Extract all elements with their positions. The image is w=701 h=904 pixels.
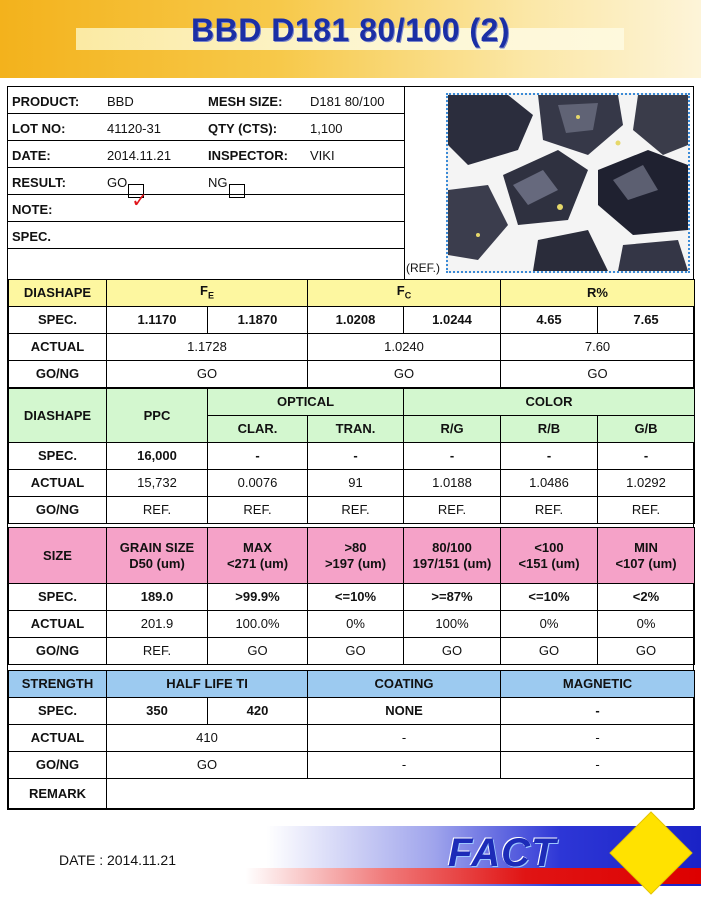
spec-label: SPEC. — [9, 698, 107, 725]
table-cell: <=10% — [308, 584, 404, 611]
table-cell: 1.1728 — [107, 334, 308, 361]
table-cell: GO — [308, 638, 404, 665]
table-row — [9, 334, 695, 361]
table-cell: 1.1170 — [107, 307, 208, 334]
table-cell: - — [308, 752, 501, 779]
diashape-header: DIASHAPE — [9, 280, 107, 307]
table-row — [9, 443, 695, 470]
table-cell: 16,000 — [107, 443, 208, 470]
actual-label: ACTUAL — [9, 470, 107, 497]
table-cell: - — [208, 443, 308, 470]
table-cell: REF. — [501, 497, 598, 524]
actual-label: ACTUAL — [9, 334, 107, 361]
table-cell: 420 — [208, 698, 308, 725]
table-header-row — [9, 389, 695, 416]
table-cell: 91 — [308, 470, 404, 497]
clar-header: CLAR. — [208, 416, 308, 443]
info-row-date — [8, 141, 405, 168]
table-cell: GO — [404, 638, 501, 665]
table-header-row — [9, 528, 695, 584]
table-cell: - — [598, 443, 695, 470]
table-cell: 1.0208 — [308, 307, 404, 334]
ref-label: (REF.) — [406, 261, 440, 275]
table-cell: - — [501, 443, 598, 470]
table-cell: 1.0292 — [598, 470, 695, 497]
table-cell: 350 — [107, 698, 208, 725]
note-label: NOTE: — [12, 202, 53, 217]
result-go-label: GO — [107, 175, 128, 190]
table-cell: 1.0486 — [501, 470, 598, 497]
spec-label: SPEC. — [9, 584, 107, 611]
table-cell: GO — [598, 638, 695, 665]
table-row — [9, 584, 695, 611]
max-header: MAX <271 (um) — [208, 528, 308, 584]
lot-label: LOT NO: — [12, 121, 66, 136]
mesh-label: MESH SIZE: — [208, 94, 283, 109]
min-header: MIN <107 (um) — [598, 528, 695, 584]
diamond-logo-icon — [608, 810, 694, 896]
table-cell: REF. — [107, 497, 208, 524]
actual-label: ACTUAL — [9, 725, 107, 752]
table-cell: 0% — [501, 611, 598, 638]
table-cell: REF. — [598, 497, 695, 524]
table-row — [9, 361, 695, 388]
diashape-fe-table — [8, 279, 695, 388]
table-cell: GO — [501, 638, 598, 665]
product-label: PRODUCT: — [12, 94, 80, 109]
tran-header: TRAN. — [308, 416, 404, 443]
check-mark-icon: ✓ — [131, 189, 148, 212]
table-cell: 1.0244 — [404, 307, 501, 334]
rb-header: R/B — [501, 416, 598, 443]
result-ng — [208, 175, 245, 191]
magnetic-header: MAGNETIC — [501, 671, 695, 698]
actual-label: ACTUAL — [9, 611, 107, 638]
table-cell: - — [501, 698, 695, 725]
size-table — [8, 527, 695, 665]
table-cell: 189.0 — [107, 584, 208, 611]
table-cell: 4.65 — [501, 307, 598, 334]
table-row — [9, 638, 695, 665]
table-cell: REF. — [107, 638, 208, 665]
fc-header: $F_C$ — [308, 280, 501, 307]
table-cell: REF. — [208, 497, 308, 524]
info-fields — [8, 87, 405, 279]
table-cell: REF. — [308, 497, 404, 524]
gong-label: GO/NG — [9, 638, 107, 665]
table-cell: - — [501, 725, 695, 752]
coating-header: COATING — [308, 671, 501, 698]
table-cell: - — [308, 725, 501, 752]
page-title: BBD D181 80/100 (2) — [191, 12, 510, 48]
footer-date: DATE : 2014.11.21 — [59, 852, 176, 868]
gong-label: GO/NG — [9, 361, 107, 388]
result-ng-label: NG — [208, 175, 228, 190]
under100-header: <100 <151 (um) — [501, 528, 598, 584]
result-label: RESULT: — [12, 175, 66, 190]
strength-header: STRENGTH — [9, 671, 107, 698]
info-row-note — [8, 195, 405, 222]
table-cell: 1.1870 — [208, 307, 308, 334]
remark-field[interactable] — [107, 779, 695, 809]
table-row — [9, 698, 695, 725]
info-section — [8, 87, 695, 279]
table-cell: NONE — [308, 698, 501, 725]
table-header-row — [9, 280, 695, 307]
table-row — [9, 779, 695, 809]
r-header: R% — [501, 280, 695, 307]
info-row-product — [8, 87, 405, 114]
table-row — [9, 497, 695, 524]
diashape-optical-table — [8, 388, 695, 524]
half-life-header: HALF LIFE TI — [107, 671, 308, 698]
inspector-label: INSPECTOR: — [208, 148, 288, 163]
table-cell: - — [404, 443, 501, 470]
table-header-row — [9, 671, 695, 698]
table-cell: - — [501, 752, 695, 779]
over80-header: >80 >197 (um) — [308, 528, 404, 584]
info-row-spec — [8, 222, 405, 249]
table-cell: 1.0188 — [404, 470, 501, 497]
result-go — [107, 175, 148, 212]
table-cell: REF. — [404, 497, 501, 524]
gb-header: G/B — [598, 416, 695, 443]
spec-label: SPEC. — [12, 229, 52, 244]
table-cell: 0.0076 — [208, 470, 308, 497]
date-value: 2014.11.21 — [107, 148, 172, 163]
date-label: DATE: — [12, 148, 51, 163]
table-row — [9, 611, 695, 638]
crystal-image — [448, 95, 688, 271]
rg-header: R/G — [404, 416, 501, 443]
qty-value: 1,100 — [310, 121, 343, 136]
gong-label: GO/NG — [9, 497, 107, 524]
table-row — [9, 752, 695, 779]
table-cell: 7.60 — [501, 334, 695, 361]
table-cell: 0% — [308, 611, 404, 638]
table-row — [9, 307, 695, 334]
gong-label: GO/NG — [9, 752, 107, 779]
table-row — [9, 725, 695, 752]
table-cell: 201.9 — [107, 611, 208, 638]
table-cell: 410 — [107, 725, 308, 752]
fe-header: $F_E$ — [107, 280, 308, 307]
optical-header: OPTICAL — [208, 389, 404, 416]
table-cell: GO — [107, 361, 308, 388]
table-cell: 15,732 — [107, 470, 208, 497]
fact-logo: FACT — [448, 831, 557, 875]
80-100-header: 80/100 197/151 (um) — [404, 528, 501, 584]
lot-value: 41120-31 — [107, 121, 161, 136]
mesh-value: D181 80/100 — [310, 94, 385, 109]
header-banner — [0, 0, 701, 78]
qty-label: QTY (CTS): — [208, 121, 278, 136]
table-cell: 100.0% — [208, 611, 308, 638]
size-header: SIZE — [9, 528, 107, 584]
inspector-value: VIKI — [310, 148, 335, 163]
spec-label: SPEC. — [9, 443, 107, 470]
table-cell: GO — [107, 752, 308, 779]
strength-table — [8, 670, 695, 809]
sample-photo — [446, 93, 690, 273]
info-row-lot — [8, 114, 405, 141]
table-cell: >=87% — [404, 584, 501, 611]
grain-size-header: GRAIN SIZE D50 (um) — [107, 528, 208, 584]
spec-label: SPEC. — [9, 307, 107, 334]
table-cell: 0% — [598, 611, 695, 638]
remark-label: REMARK — [9, 779, 107, 809]
table-cell: <=10% — [501, 584, 598, 611]
table-cell: 1.0240 — [308, 334, 501, 361]
color-header: COLOR — [404, 389, 695, 416]
report-frame — [7, 86, 694, 810]
table-cell: <2% — [598, 584, 695, 611]
table-cell: GO — [308, 361, 501, 388]
table-cell: >99.9% — [208, 584, 308, 611]
product-value: BBD — [107, 94, 134, 109]
footer-red-stripe — [0, 868, 701, 884]
table-cell: GO — [208, 638, 308, 665]
table-cell: - — [308, 443, 404, 470]
table-cell: 7.65 — [598, 307, 695, 334]
ppc-header: PPC — [107, 389, 208, 443]
table-cell: 100% — [404, 611, 501, 638]
diashape-header: DIASHAPE — [9, 389, 107, 443]
table-cell: GO — [501, 361, 695, 388]
table-row — [9, 470, 695, 497]
